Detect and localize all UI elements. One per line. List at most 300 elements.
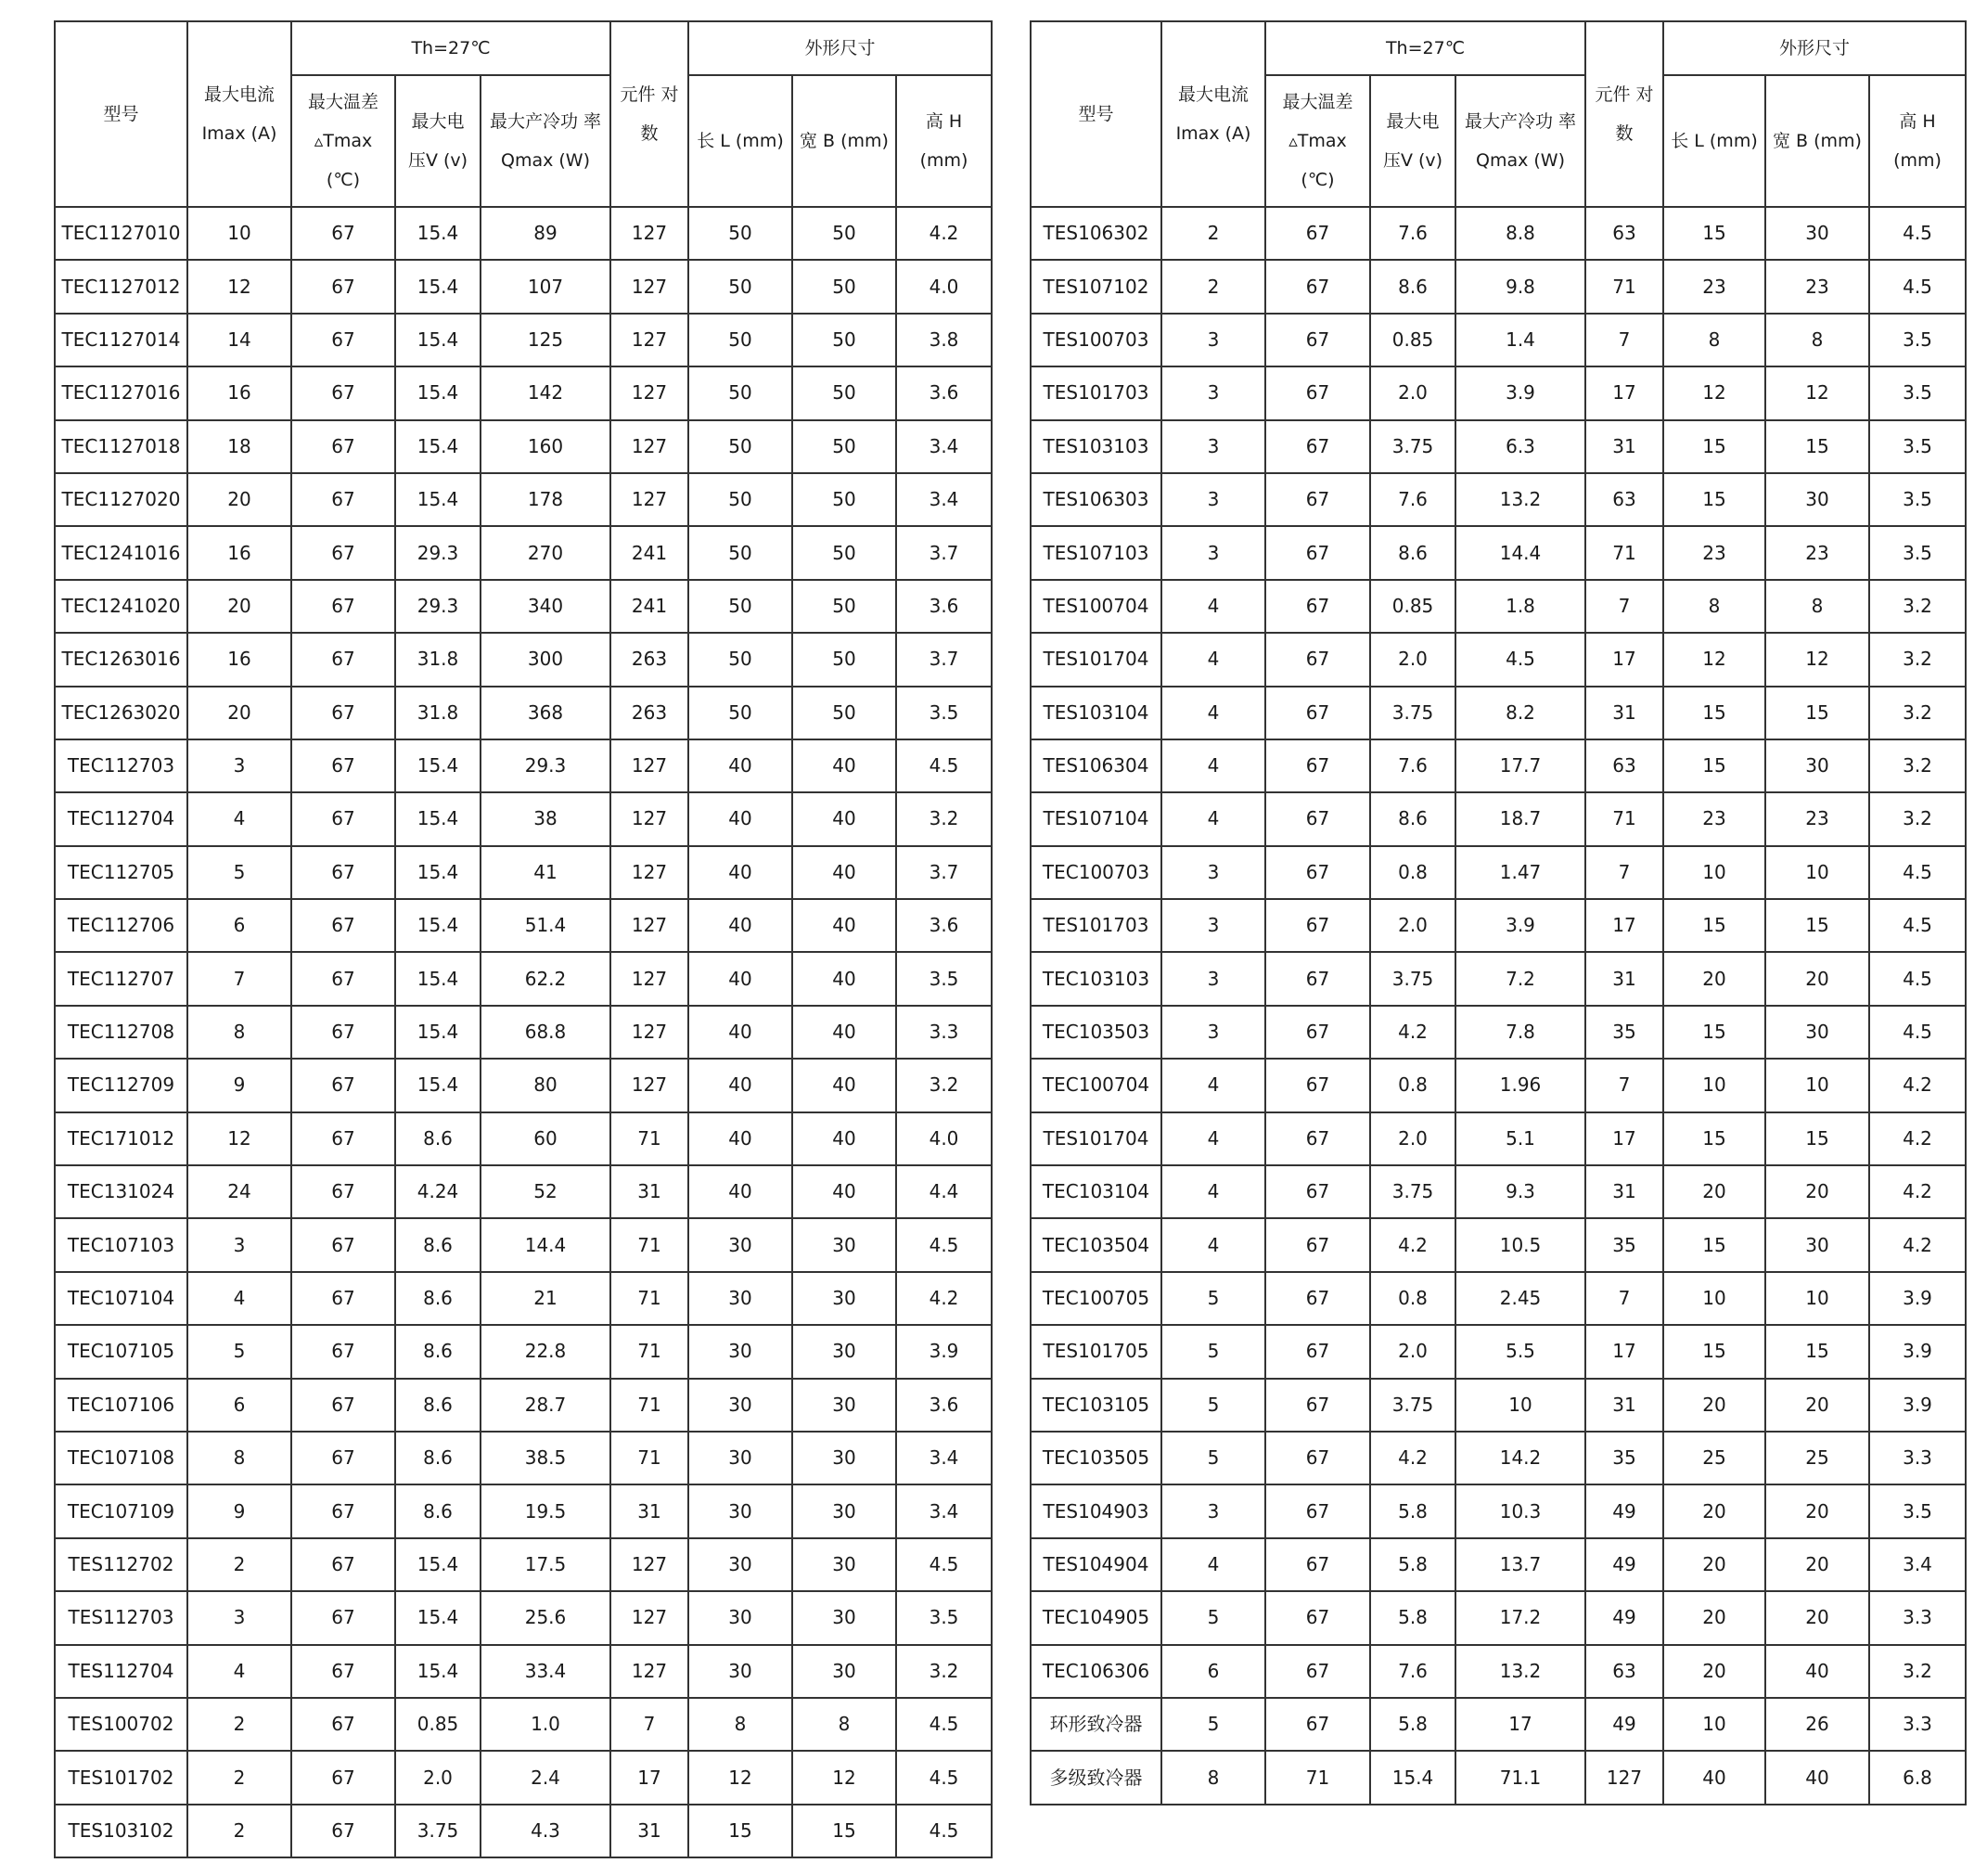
cell-delta-t: 67 [291, 366, 395, 419]
cell-delta-t: 67 [291, 687, 395, 739]
cell-pairs: 71 [610, 1272, 688, 1325]
cell-voltage: 15.4 [395, 420, 481, 473]
cell-model: TEC1241016 [55, 526, 187, 579]
cell-delta-t: 67 [1265, 1484, 1370, 1537]
cell-current: 24 [187, 1165, 291, 1218]
cell-width: 50 [792, 314, 896, 366]
cell-height: 4.2 [1869, 1218, 1966, 1271]
cell-length: 30 [688, 1591, 792, 1644]
cell-pairs: 49 [1585, 1538, 1663, 1591]
cell-width: 50 [792, 260, 896, 313]
header-model: 型号 [1031, 21, 1161, 207]
cell-model: TEC107104 [55, 1272, 187, 1325]
cell-length: 50 [688, 260, 792, 313]
cell-current: 16 [187, 526, 291, 579]
cell-model: TEC112707 [55, 952, 187, 1005]
cell-qmax: 13.2 [1455, 473, 1585, 526]
cell-model: TEC103105 [1031, 1379, 1161, 1432]
cell-pairs: 31 [1585, 1165, 1663, 1218]
cell-qmax: 80 [481, 1059, 610, 1111]
cell-current: 5 [187, 1325, 291, 1378]
cell-voltage: 29.3 [395, 580, 481, 633]
cell-current: 4 [187, 1645, 291, 1698]
cell-delta-t: 67 [291, 1218, 395, 1271]
cell-length: 10 [1663, 1059, 1765, 1111]
cell-voltage: 15.4 [395, 207, 481, 260]
cell-length: 10 [1663, 846, 1765, 899]
cell-length: 12 [1663, 366, 1765, 419]
cell-height: 3.6 [896, 366, 992, 419]
cell-length: 15 [688, 1805, 792, 1857]
cell-delta-t: 67 [1265, 792, 1370, 845]
cell-delta-t: 67 [1265, 580, 1370, 633]
cell-delta-t: 67 [291, 260, 395, 313]
cell-length: 50 [688, 687, 792, 739]
cell-qmax: 10 [1455, 1379, 1585, 1432]
cell-qmax: 17.5 [481, 1538, 610, 1591]
cell-height: 3.2 [1869, 1645, 1966, 1698]
cell-qmax: 3.9 [1455, 366, 1585, 419]
cell-height: 3.5 [1869, 526, 1966, 579]
cell-length: 40 [688, 846, 792, 899]
cell-width: 23 [1765, 526, 1869, 579]
cell-model: TES101703 [1031, 366, 1161, 419]
cell-length: 15 [1663, 739, 1765, 792]
cell-model: TEC1127010 [55, 207, 187, 260]
cell-length: 50 [688, 207, 792, 260]
cell-qmax: 29.3 [481, 739, 610, 792]
cell-length: 10 [1663, 1272, 1765, 1325]
cell-pairs: 7 [1585, 1059, 1663, 1111]
cell-delta-t: 67 [291, 1325, 395, 1378]
cell-height: 3.2 [896, 1059, 992, 1111]
cell-current: 8 [187, 1432, 291, 1484]
cell-voltage: 2.0 [1370, 633, 1455, 686]
cell-voltage: 3.75 [1370, 420, 1455, 473]
cell-length: 40 [1663, 1751, 1765, 1804]
cell-pairs: 241 [610, 526, 688, 579]
cell-height: 3.3 [896, 1006, 992, 1059]
cell-pairs: 71 [1585, 526, 1663, 579]
cell-voltage: 0.85 [1370, 314, 1455, 366]
cell-qmax: 160 [481, 420, 610, 473]
cell-voltage: 8.6 [395, 1379, 481, 1432]
table-row [1031, 580, 1966, 633]
cell-width: 12 [792, 1751, 896, 1804]
cell-voltage: 5.8 [1370, 1698, 1455, 1751]
cell-model: TEC103505 [1031, 1432, 1161, 1484]
cell-pairs: 35 [1585, 1006, 1663, 1059]
table-row [55, 1218, 992, 1271]
cell-qmax: 8.8 [1455, 207, 1585, 260]
cell-delta-t: 67 [291, 899, 395, 952]
cell-height: 4.5 [896, 1805, 992, 1857]
cell-qmax: 368 [481, 687, 610, 739]
cell-voltage: 15.4 [395, 1591, 481, 1644]
cell-voltage: 0.85 [395, 1698, 481, 1751]
table-row [1031, 1538, 1966, 1591]
cell-length: 20 [1663, 952, 1765, 1005]
cell-voltage: 15.4 [395, 899, 481, 952]
cell-height: 3.2 [1869, 687, 1966, 739]
cell-delta-t: 67 [291, 314, 395, 366]
cell-model: TES103102 [55, 1805, 187, 1857]
cell-delta-t: 67 [291, 739, 395, 792]
cell-delta-t: 67 [1265, 846, 1370, 899]
cell-qmax: 51.4 [481, 899, 610, 952]
cell-width: 20 [1765, 1591, 1869, 1644]
table-row [1031, 314, 1966, 366]
cell-qmax: 60 [481, 1112, 610, 1165]
cell-width: 30 [792, 1432, 896, 1484]
cell-width: 30 [792, 1272, 896, 1325]
cell-model: TES112702 [55, 1538, 187, 1591]
cell-model: TES106303 [1031, 473, 1161, 526]
cell-model: TEC107105 [55, 1325, 187, 1378]
table-row [1031, 1112, 1966, 1165]
cell-pairs: 127 [610, 952, 688, 1005]
cell-voltage: 4.2 [1370, 1218, 1455, 1271]
table-row [55, 526, 992, 579]
table-row [1031, 1059, 1966, 1111]
cell-delta-t: 67 [291, 1484, 395, 1537]
cell-width: 40 [1765, 1645, 1869, 1698]
cell-height: 3.3 [1869, 1698, 1966, 1751]
cell-qmax: 17.2 [1455, 1591, 1585, 1644]
cell-qmax: 1.0 [481, 1698, 610, 1751]
cell-delta-t: 67 [1265, 1591, 1370, 1644]
cell-delta-t: 67 [1265, 314, 1370, 366]
cell-qmax: 38 [481, 792, 610, 845]
cell-current: 20 [187, 687, 291, 739]
cell-length: 10 [1663, 1698, 1765, 1751]
table-row [55, 687, 992, 739]
header-height: 高 H (mm) [1869, 75, 1966, 207]
cell-voltage: 0.8 [1370, 846, 1455, 899]
table-row [1031, 260, 1966, 313]
cell-delta-t: 67 [1265, 1165, 1370, 1218]
cell-delta-t: 67 [1265, 526, 1370, 579]
cell-voltage: 31.8 [395, 633, 481, 686]
cell-width: 40 [792, 846, 896, 899]
table-row [55, 207, 992, 260]
cell-length: 40 [688, 1112, 792, 1165]
cell-current: 4 [1161, 1165, 1265, 1218]
header-pairs: 元件 对数 [610, 21, 688, 207]
cell-current: 6 [187, 1379, 291, 1432]
cell-current: 3 [187, 739, 291, 792]
cell-length: 50 [688, 420, 792, 473]
table-row [55, 846, 992, 899]
cell-pairs: 31 [1585, 420, 1663, 473]
cell-qmax: 8.2 [1455, 687, 1585, 739]
cell-height: 4.5 [896, 739, 992, 792]
cell-voltage: 15.4 [395, 1645, 481, 1698]
cell-model: TEC1263016 [55, 633, 187, 686]
cell-model: TEC1263020 [55, 687, 187, 739]
cell-current: 7 [187, 952, 291, 1005]
cell-delta-t: 67 [1265, 1112, 1370, 1165]
header-qmax: 最大产冷功 率 Qmax (W) [481, 75, 610, 207]
cell-length: 30 [688, 1325, 792, 1378]
cell-model: TES112704 [55, 1645, 187, 1698]
cell-width: 40 [792, 1006, 896, 1059]
cell-pairs: 71 [610, 1432, 688, 1484]
table-row [1031, 420, 1966, 473]
cell-pairs: 71 [610, 1325, 688, 1378]
cell-model: 环形致冷器 [1031, 1698, 1161, 1751]
cell-voltage: 4.24 [395, 1165, 481, 1218]
cell-pairs: 127 [610, 1059, 688, 1111]
cell-length: 20 [1663, 1538, 1765, 1591]
cell-qmax: 2.4 [481, 1751, 610, 1804]
cell-qmax: 300 [481, 633, 610, 686]
cell-width: 40 [1765, 1751, 1869, 1804]
cell-length: 15 [1663, 420, 1765, 473]
cell-qmax: 9.3 [1455, 1165, 1585, 1218]
cell-width: 30 [792, 1538, 896, 1591]
cell-qmax: 10.3 [1455, 1484, 1585, 1537]
cell-height: 4.4 [896, 1165, 992, 1218]
cell-width: 15 [1765, 420, 1869, 473]
cell-model: TES103103 [1031, 420, 1161, 473]
cell-voltage: 2.0 [1370, 1112, 1455, 1165]
cell-length: 40 [688, 739, 792, 792]
cell-model: TEC104905 [1031, 1591, 1161, 1644]
cell-width: 50 [792, 526, 896, 579]
cell-width: 15 [792, 1805, 896, 1857]
cell-voltage: 15.4 [395, 314, 481, 366]
cell-length: 8 [688, 1698, 792, 1751]
cell-delta-t: 67 [1265, 1698, 1370, 1751]
cell-current: 5 [1161, 1591, 1265, 1644]
header-voltage: 最大电 压V (v) [1370, 75, 1455, 207]
cell-pairs: 127 [610, 846, 688, 899]
cell-voltage: 15.4 [1370, 1751, 1455, 1804]
cell-current: 4 [1161, 633, 1265, 686]
cell-delta-t: 67 [291, 1112, 395, 1165]
cell-width: 8 [1765, 314, 1869, 366]
cell-pairs: 17 [610, 1751, 688, 1804]
cell-delta-t: 67 [291, 1432, 395, 1484]
cell-voltage: 29.3 [395, 526, 481, 579]
cell-model: TEC112704 [55, 792, 187, 845]
cell-pairs: 71 [610, 1379, 688, 1432]
cell-delta-t: 67 [291, 846, 395, 899]
cell-length: 15 [1663, 687, 1765, 739]
cell-delta-t: 67 [291, 1805, 395, 1857]
cell-qmax: 4.5 [1455, 633, 1585, 686]
cell-width: 30 [1765, 739, 1869, 792]
cell-height: 3.2 [1869, 792, 1966, 845]
cell-qmax: 38.5 [481, 1432, 610, 1484]
cell-delta-t: 67 [291, 1591, 395, 1644]
cell-current: 5 [1161, 1698, 1265, 1751]
cell-voltage: 8.6 [1370, 260, 1455, 313]
cell-pairs: 71 [610, 1112, 688, 1165]
cell-qmax: 33.4 [481, 1645, 610, 1698]
cell-voltage: 15.4 [395, 792, 481, 845]
header-condition: Th=27℃ [291, 21, 610, 75]
cell-qmax: 25.6 [481, 1591, 610, 1644]
cell-model: TEC103504 [1031, 1218, 1161, 1271]
cell-delta-t: 67 [291, 1645, 395, 1698]
cell-current: 5 [1161, 1272, 1265, 1325]
table-row [55, 1272, 992, 1325]
header-dimensions: 外形尺寸 [1663, 21, 1966, 75]
cell-qmax: 107 [481, 260, 610, 313]
cell-current: 20 [187, 580, 291, 633]
cell-length: 15 [1663, 1218, 1765, 1271]
cell-model: TEC112703 [55, 739, 187, 792]
cell-length: 40 [688, 1059, 792, 1111]
cell-voltage: 7.6 [1370, 739, 1455, 792]
cell-model: TES103104 [1031, 687, 1161, 739]
header-length: 长 L (mm) [688, 75, 792, 207]
cell-width: 50 [792, 580, 896, 633]
cell-length: 23 [1663, 792, 1765, 845]
cell-current: 3 [187, 1218, 291, 1271]
cell-height: 4.2 [1869, 1165, 1966, 1218]
cell-model: TEC1241020 [55, 580, 187, 633]
table-row [55, 633, 992, 686]
table-row [55, 739, 992, 792]
cell-current: 3 [1161, 473, 1265, 526]
cell-pairs: 7 [1585, 1272, 1663, 1325]
cell-voltage: 5.8 [1370, 1484, 1455, 1537]
cell-voltage: 15.4 [395, 846, 481, 899]
cell-length: 50 [688, 526, 792, 579]
cell-pairs: 127 [610, 420, 688, 473]
table-row [1031, 366, 1966, 419]
cell-current: 4 [187, 1272, 291, 1325]
cell-length: 30 [688, 1379, 792, 1432]
table-row [55, 1006, 992, 1059]
cell-height: 4.5 [1869, 260, 1966, 313]
table-row [55, 314, 992, 366]
cell-current: 4 [1161, 580, 1265, 633]
cell-height: 4.5 [896, 1751, 992, 1804]
cell-height: 3.5 [1869, 1484, 1966, 1537]
cell-pairs: 127 [610, 792, 688, 845]
cell-qmax: 1.96 [1455, 1059, 1585, 1111]
cell-length: 20 [1663, 1591, 1765, 1644]
cell-length: 15 [1663, 207, 1765, 260]
cell-width: 15 [1765, 1112, 1869, 1165]
cell-height: 3.6 [896, 1379, 992, 1432]
cell-pairs: 7 [1585, 580, 1663, 633]
cell-voltage: 15.4 [395, 1006, 481, 1059]
cell-pairs: 17 [1585, 899, 1663, 952]
cell-width: 20 [1765, 1484, 1869, 1537]
cell-model: TES101702 [55, 1751, 187, 1804]
table-row [1031, 1432, 1966, 1484]
header-model: 型号 [55, 21, 187, 207]
cell-voltage: 15.4 [395, 739, 481, 792]
cell-length: 50 [688, 473, 792, 526]
table-row [55, 1698, 992, 1751]
cell-current: 18 [187, 420, 291, 473]
cell-height: 3.5 [896, 1591, 992, 1644]
table-row [55, 420, 992, 473]
cell-voltage: 8.6 [1370, 526, 1455, 579]
cell-qmax: 7.2 [1455, 952, 1585, 1005]
cell-model: TES100703 [1031, 314, 1161, 366]
cell-width: 8 [792, 1698, 896, 1751]
spec-table-right [1030, 20, 1967, 1805]
cell-current: 2 [1161, 260, 1265, 313]
cell-length: 40 [688, 1165, 792, 1218]
cell-width: 26 [1765, 1698, 1869, 1751]
cell-qmax: 7.8 [1455, 1006, 1585, 1059]
cell-height: 3.4 [896, 1484, 992, 1537]
cell-length: 25 [1663, 1432, 1765, 1484]
cell-current: 3 [1161, 314, 1265, 366]
table-row [1031, 1751, 1966, 1804]
table-row [55, 1165, 992, 1218]
cell-model: TES107104 [1031, 792, 1161, 845]
cell-length: 8 [1663, 314, 1765, 366]
cell-model: 多级致冷器 [1031, 1751, 1161, 1804]
cell-delta-t: 67 [291, 580, 395, 633]
cell-delta-t: 67 [1265, 1432, 1370, 1484]
cell-current: 3 [1161, 846, 1265, 899]
cell-length: 8 [1663, 580, 1765, 633]
cell-model: TEC1127018 [55, 420, 187, 473]
cell-pairs: 127 [610, 473, 688, 526]
cell-voltage: 3.75 [1370, 687, 1455, 739]
cell-height: 3.8 [896, 314, 992, 366]
cell-voltage: 31.8 [395, 687, 481, 739]
cell-qmax: 14.2 [1455, 1432, 1585, 1484]
cell-voltage: 15.4 [395, 473, 481, 526]
table-row [55, 1379, 992, 1432]
cell-current: 12 [187, 260, 291, 313]
cell-delta-t: 67 [291, 1059, 395, 1111]
cell-model: TES101703 [1031, 899, 1161, 952]
cell-delta-t: 67 [1265, 952, 1370, 1005]
cell-qmax: 14.4 [481, 1218, 610, 1271]
table-row [55, 952, 992, 1005]
cell-voltage: 7.6 [1370, 207, 1455, 260]
cell-model: TEC106306 [1031, 1645, 1161, 1698]
cell-pairs: 49 [1585, 1484, 1663, 1537]
cell-width: 40 [792, 1059, 896, 1111]
cell-height: 3.9 [1869, 1325, 1966, 1378]
cell-delta-t: 67 [1265, 260, 1370, 313]
cell-delta-t: 67 [1265, 366, 1370, 419]
cell-length: 30 [688, 1645, 792, 1698]
cell-height: 3.4 [1869, 1538, 1966, 1591]
cell-height: 3.9 [896, 1325, 992, 1378]
cell-height: 3.5 [1869, 420, 1966, 473]
cell-width: 50 [792, 687, 896, 739]
cell-delta-t: 67 [291, 792, 395, 845]
cell-length: 40 [688, 899, 792, 952]
cell-delta-t: 67 [291, 1379, 395, 1432]
cell-current: 2 [187, 1698, 291, 1751]
table-row [55, 1751, 992, 1804]
cell-width: 20 [1765, 1379, 1869, 1432]
cell-qmax: 1.8 [1455, 580, 1585, 633]
cell-qmax: 41 [481, 846, 610, 899]
table-row [1031, 687, 1966, 739]
table-row [55, 899, 992, 952]
cell-voltage: 8.6 [1370, 792, 1455, 845]
table-row [1031, 1484, 1966, 1537]
cell-model: TES101705 [1031, 1325, 1161, 1378]
table-row [1031, 1645, 1966, 1698]
